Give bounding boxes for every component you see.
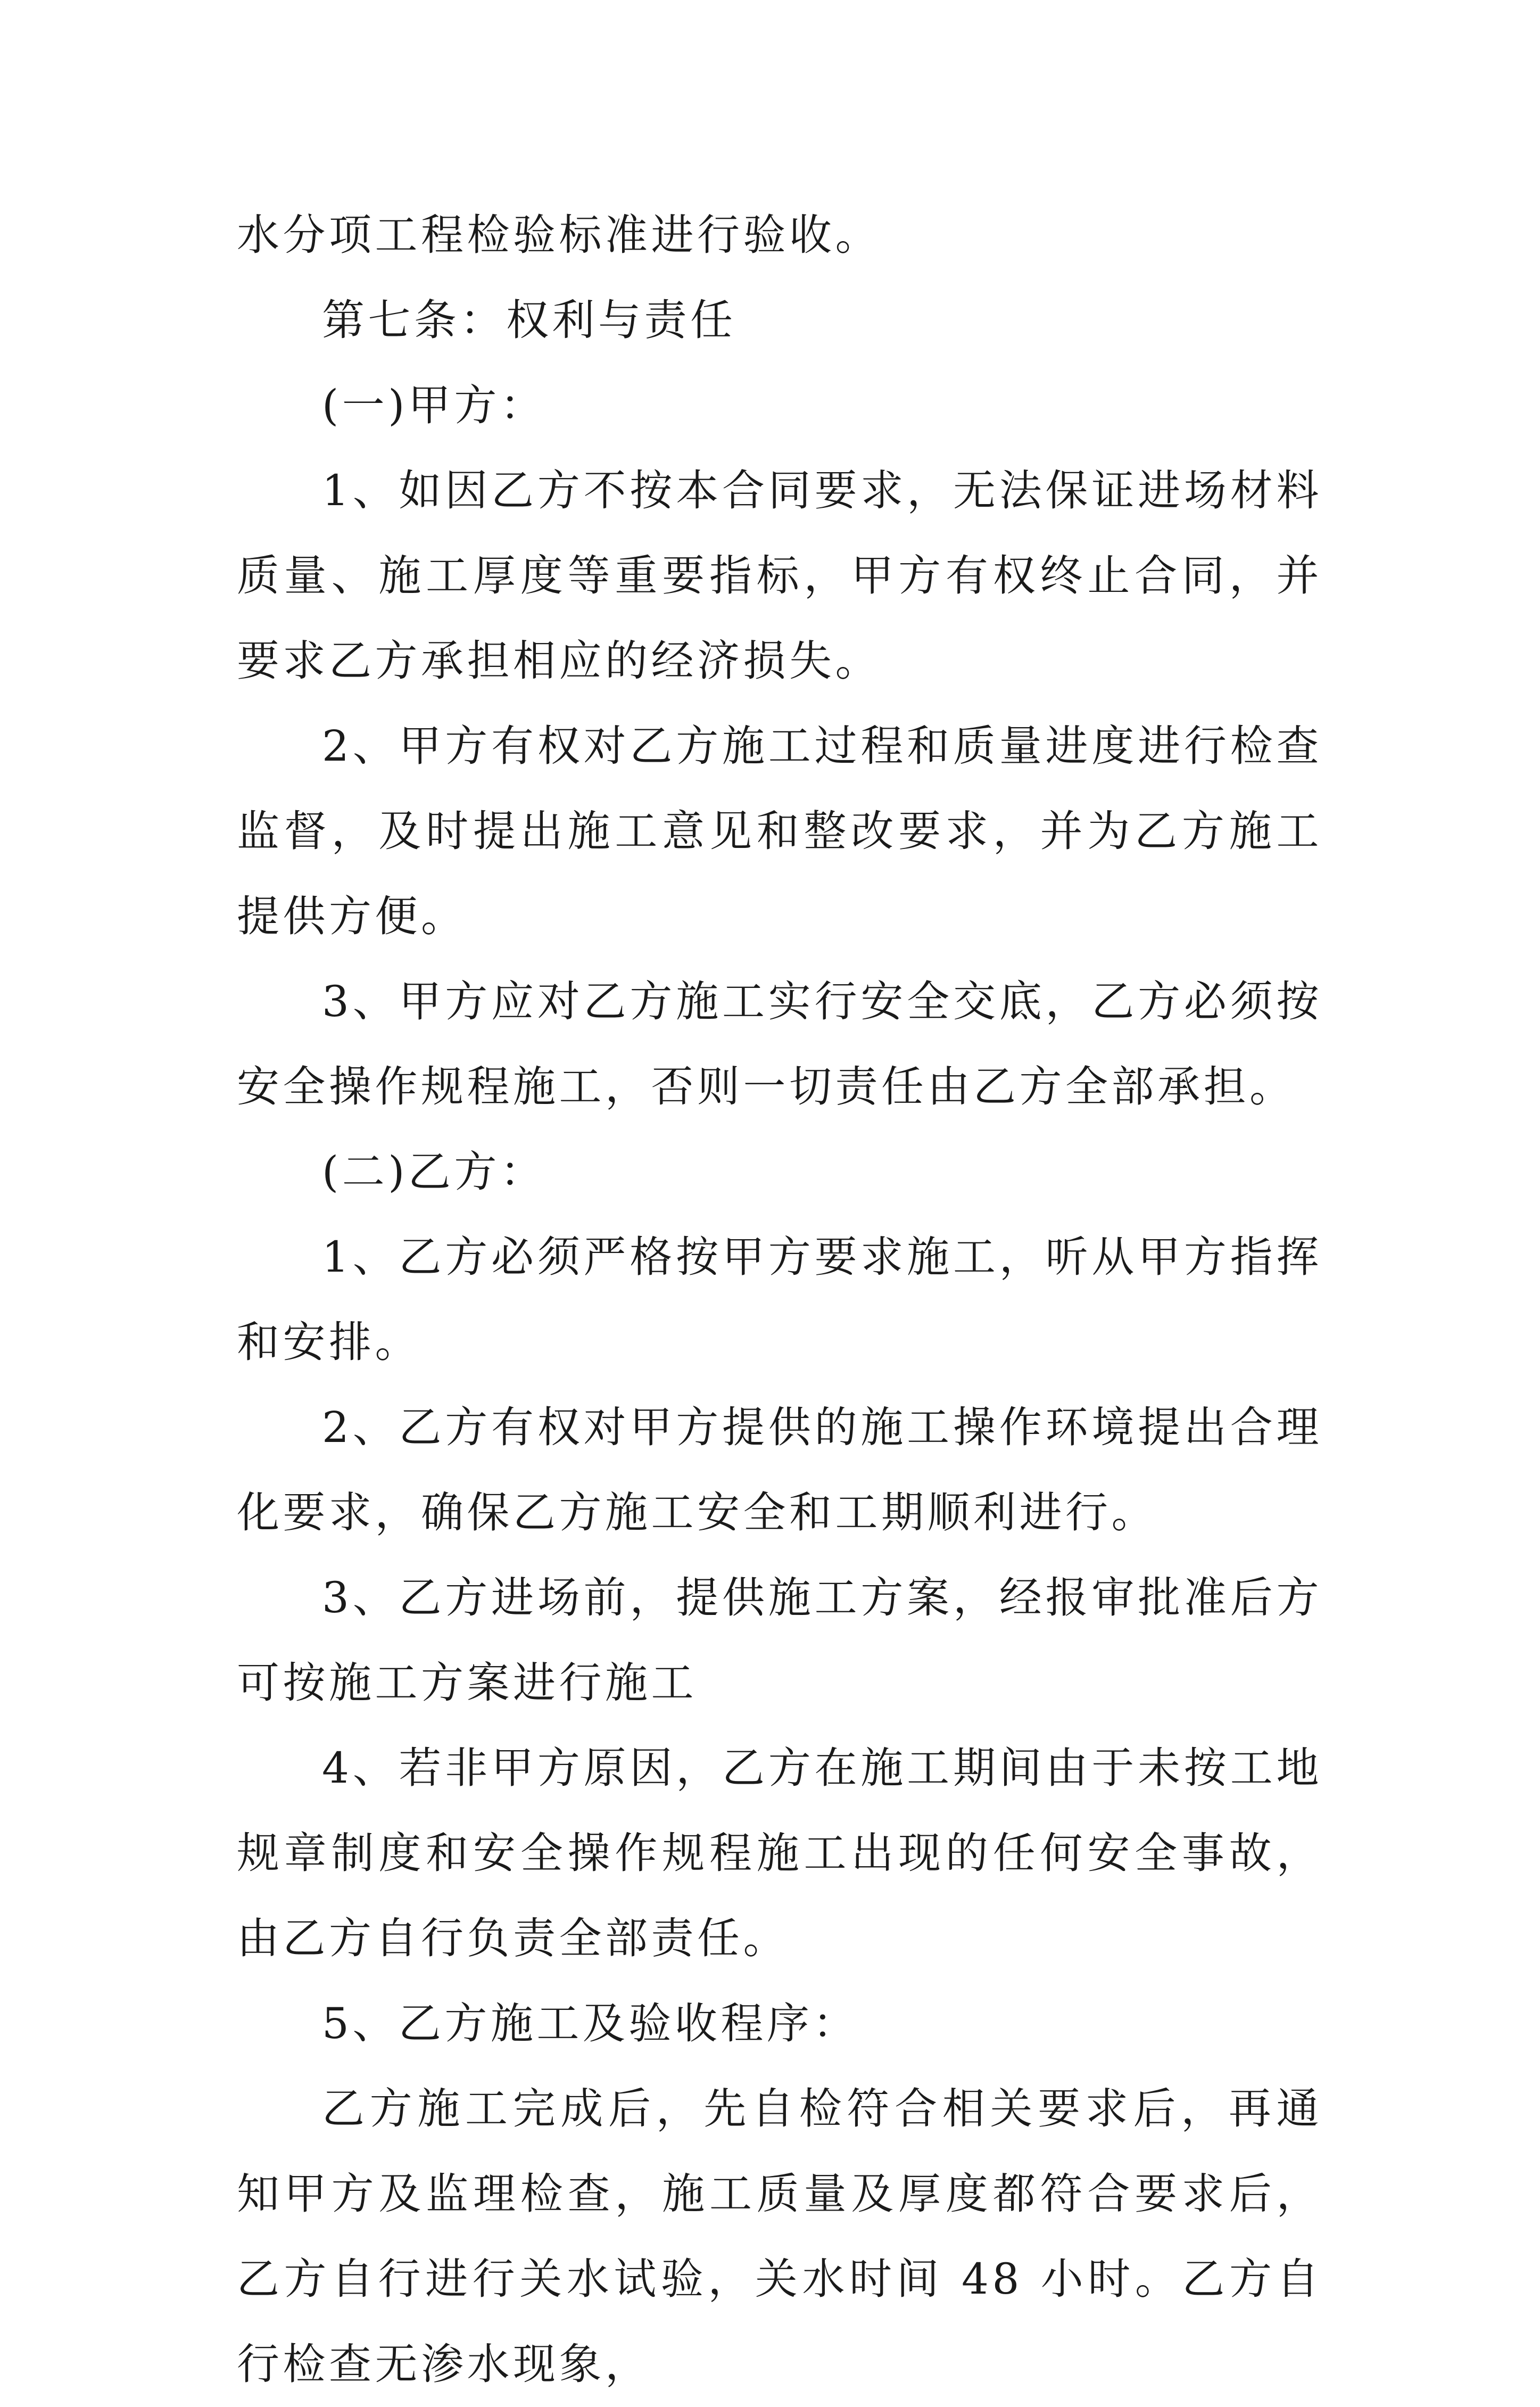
paragraph: 2、甲方有权对乙方施工过程和质量进度进行检查监督，及时提出施工意见和整改要求，并为乙方施工提供方便。 — [237, 721, 1322, 941]
section-heading-party-a: (一)甲方： — [322, 381, 547, 430]
article-heading: 第七条：权利与责任 — [322, 295, 736, 345]
paragraph: 乙方施工完成后，先自检符合相关要求后，再通知甲方及监理检查，施工质量及厚度都符合要求后，乙方自行进行关水试验，关水时间 48 小时。乙方自行检查无渗水现象， — [237, 2084, 1322, 2389]
paragraph: 1、如因乙方不按本合同要求，无法保证进场材料质量、施工厚度等重要指标，甲方有权终止合同，并要求乙方承担相应的经济损失。 — [237, 466, 1322, 686]
paragraph: 3、甲方应对乙方施工实行安全交底，乙方必须按安全操作规程施工，否则一切责任由乙方全部承担。 — [237, 977, 1322, 1111]
section-heading-party-b: (二)乙方： — [322, 1147, 547, 1197]
paragraph-continuation: 水分项工程检验标准进行验收。 — [237, 210, 881, 260]
paragraph: 1、乙方必须严格按甲方要求施工，听从甲方指挥和安排。 — [237, 1232, 1322, 1367]
paragraph: 3、乙方进场前，提供施工方案，经报审批准后方可按施工方案进行施工 — [237, 1573, 1322, 1708]
paragraph: 2、乙方有权对甲方提供的施工操作环境提出合理化要求，确保乙方施工安全和工期顺利进行。 — [237, 1403, 1322, 1537]
paragraph: 4、若非甲方原因，乙方在施工期间由于未按工地规章制度和安全操作规程施工出现的任何安全事故，由乙方自行负责全部责任。 — [237, 1743, 1322, 1963]
paragraph: 5、乙方施工及验收程序： — [322, 1999, 859, 2048]
document-body — [237, 193, 1322, 2407]
